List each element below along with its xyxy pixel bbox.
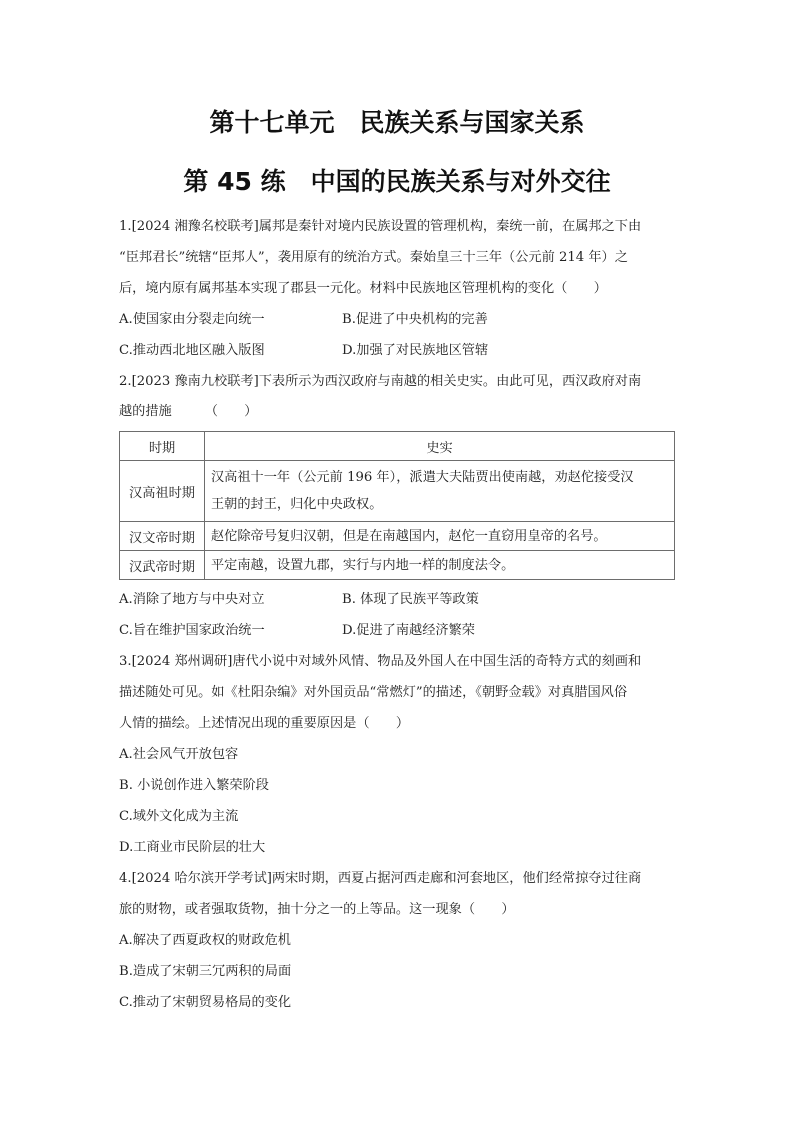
- q3-stem-line: 3.[2024 郑州调研]唐代小说中对域外风情、物品及外国人在中国生活的奇特方式的刻画和: [119, 654, 642, 669]
- q3-option-a: A.社会风气开放包容: [119, 747, 239, 762]
- table-cell-fact: [205, 461, 675, 522]
- fact-line: 赵佗除帝号复归汉朝，但是在南越国内，赵佗一直窃用皇帝的名号。: [211, 528, 607, 544]
- q4-option-c: C.推动了宋朝贸易格局的变化: [119, 995, 292, 1010]
- fact-line: 汉高祖十一年（公元前 196 年），派遣大夫陆贾出使南越，劝赵佗接受汉: [211, 470, 634, 485]
- q2-option-d: D.促进了南越经济繁荣: [342, 623, 475, 638]
- table-header-period: 时期: [120, 432, 205, 461]
- fact-line: 王朝的封王，归化中央政权。: [211, 497, 383, 512]
- q3-option-b: B. 小说创作进入繁荣阶段: [119, 778, 269, 793]
- table-row: [120, 461, 675, 522]
- table-cell-period: 汉武帝时期: [120, 551, 205, 580]
- table-row: [120, 522, 675, 551]
- q2-stem-line: 2.[2023 豫南九校联考]下表所示为西汉政府与南越的相关史实。由此可见，西汉政府对南: [119, 374, 642, 389]
- q1-option-b: B.促进了中央机构的完善: [342, 312, 488, 327]
- history-table: [119, 431, 675, 580]
- q2-option-c: C.旨在维护国家政治统一: [119, 623, 265, 638]
- q1-stem-line: “臣邦君长”统辖“臣邦人”，袭用原有的统治方式。秦始皇三十三年（公元前 214 年）之: [119, 250, 628, 265]
- unit-title: 第十七单元 民族关系与国家关系: [209, 108, 585, 137]
- q2-option-b: B. 体现了民族平等政策: [342, 592, 479, 607]
- q3-option-c: C.域外文化成为主流: [119, 809, 239, 824]
- q4-option-a: A.解决了西夏政权的财政危机: [119, 933, 291, 948]
- q2-stem-line: 越的措施 （ ）: [119, 404, 258, 419]
- q1-option-c: C.推动西北地区融入版图: [119, 343, 265, 358]
- q4-option-b: B.造成了宋朝三冗两积的局面: [119, 964, 292, 979]
- q1-stem-line: 1.[2024 湘豫名校联考]属邦是秦针对境内民族设置的管理机构，秦统一前，在属邦之下由: [119, 219, 642, 234]
- table-header-row: [120, 432, 675, 461]
- table-cell-period: 汉文帝时期: [120, 522, 205, 551]
- table-cell-period: 汉高祖时期: [120, 461, 205, 522]
- q3-stem-line: 人情的描绘。上述情况出现的重要原因是（ ）: [119, 716, 410, 731]
- q2-option-a: A.消除了地方与中央对立: [119, 592, 265, 607]
- table-header-fact: 史实: [205, 432, 675, 461]
- q3-option-d: D.工商业市民阶层的壮大: [119, 840, 266, 855]
- q1-option-a: A.使国家由分裂走向统一: [119, 312, 265, 327]
- q1-stem-line: 后，境内原有属邦基本实现了郡县一元化。材料中民族地区管理机构的变化（ ）: [119, 281, 607, 296]
- q4-stem-line: 4.[2024 哈尔滨开学考试]两宋时期，西夏占据河西走廊和河套地区，他们经常掠夺过往商: [119, 871, 642, 886]
- table-cell-fact: [205, 522, 675, 551]
- q1-option-d: D.加强了对民族地区管辖: [342, 343, 489, 358]
- table-cell-fact: [205, 551, 675, 580]
- q3-stem-line: 描述随处可见。如《杜阳杂编》对外国贡品“常燃灯”的描述，《朝野佥载》对真腊国风俗: [119, 685, 628, 700]
- lesson-title: 第 45 练 中国的民族关系与对外交往: [183, 167, 611, 196]
- q4-stem-line: 旅的财物，或者强取货物，抽十分之一的上等品。这一现象（ ）: [119, 902, 515, 917]
- fact-line: 平定南越，设置九郡，实行与内地一样的制度法令。: [211, 557, 515, 573]
- table-row: [120, 551, 675, 580]
